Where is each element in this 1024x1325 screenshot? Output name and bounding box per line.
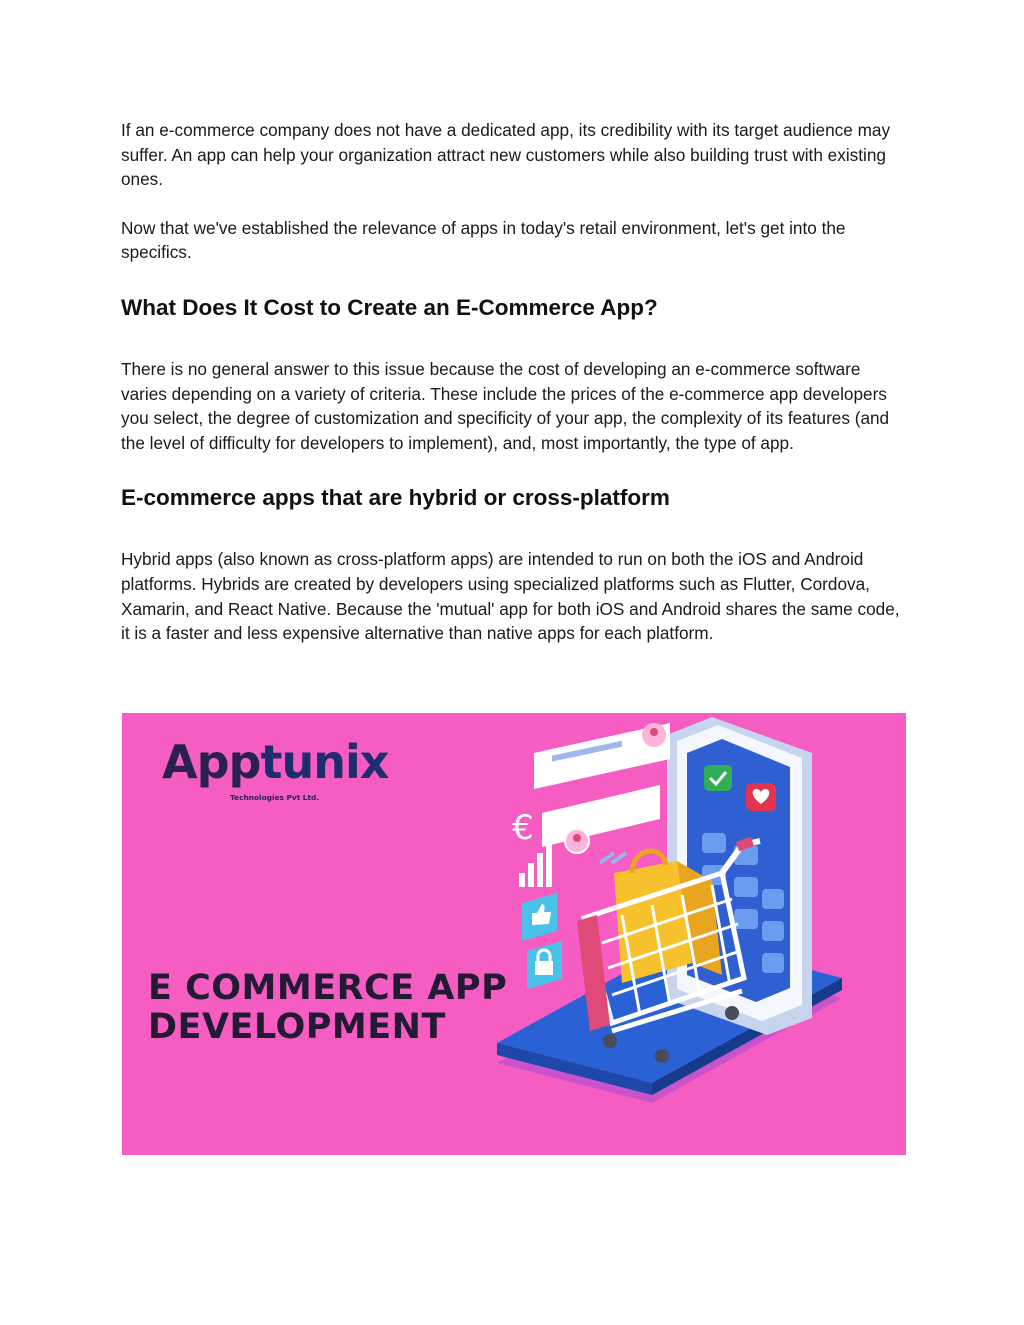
- brand-name: Apptunix: [162, 735, 389, 789]
- paragraph-cost: There is no general answer to this issue because the cost of developing an e-commerce software varies depending on a variety of criteria. These include the prices of the e-commerce app developers you select, the degree of customization and specificity of your app, the complexity of its features (and the level of difficulty for developers to implement), and, most importantly, the type of app.: [121, 358, 890, 453]
- paragraph-intro: If an e-commerce company does not have a dedicated app, its credibility with its target audience may suffer. An app can help your organization attract new customers while also building trust with existing ones.: [121, 120, 891, 190]
- headline-line-1: E COMMERCE APP: [148, 968, 508, 1008]
- brand-tagline: Technologies Pvt Ltd.: [230, 793, 320, 802]
- svg-text:€: €: [512, 808, 534, 848]
- arrows-icon: [600, 853, 626, 863]
- chat-bubble-icon: [534, 723, 670, 854]
- thumbs-up-icon: [522, 893, 557, 941]
- heading-hybrid: E-commerce apps that are hybrid or cross-platform: [121, 485, 670, 511]
- ecommerce-banner-image: [122, 713, 906, 1155]
- check-icon: [704, 765, 732, 791]
- lock-icon: [527, 941, 562, 989]
- headline-line-2: DEVELOPMENT: [148, 1007, 446, 1047]
- paragraph-relevance: Now that we've established the relevance of apps in today's retail environment, let's get into the specifics.: [121, 217, 846, 263]
- euro-icon: [512, 808, 534, 848]
- banner-headline: [148, 969, 507, 1047]
- paragraph-hybrid: Hybrid apps (also known as cross-platform apps) are intended to run on both the iOS and Android platforms. Hybrids are created by developers using specialized platforms such as Flutter, Cordova, Xamarin, and React Native. Because the 'mutual' app for both iOS and Android shares the same code, it is a faster and less expensive alternative than native apps for each platform.: [121, 549, 900, 644]
- document-body: [121, 118, 911, 646]
- heading-cost: What Does It Cost to Create an E-Commerce App?: [121, 294, 658, 320]
